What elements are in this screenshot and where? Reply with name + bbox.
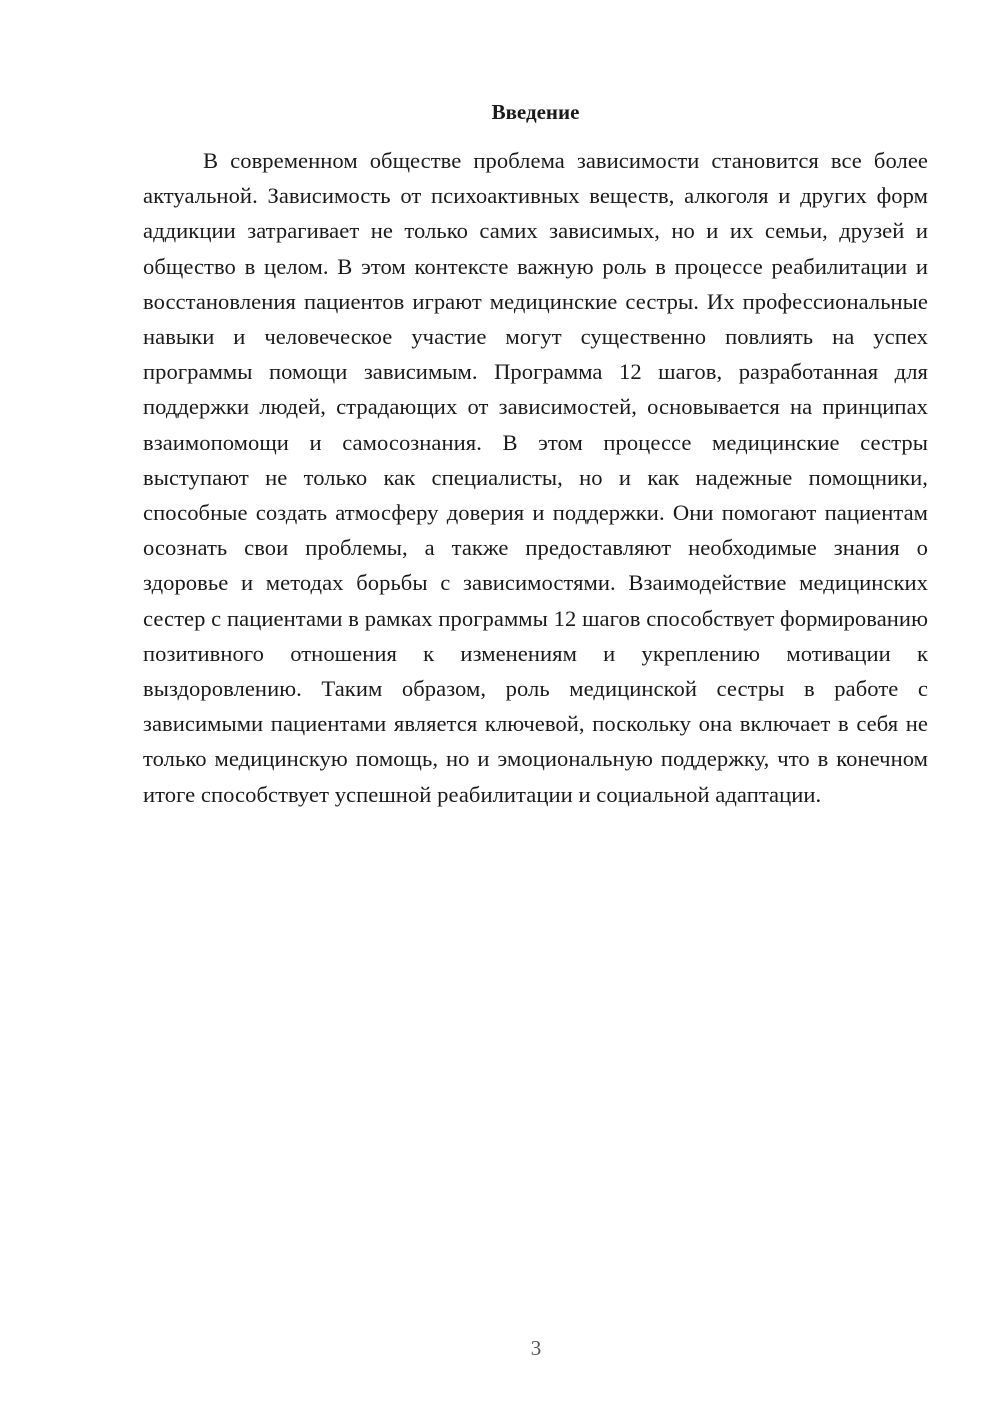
- body-paragraph: В современном обществе проблема зависимости становится все более актуальной. Зависимость от психоактивных веществ, алкоголя и других форм аддикции затрагивает не только самих зависимых, но и их семьи, друзей и общество в целом. В этом контексте важную роль в процессе реабилитации и восстановления пациентов играют медицинские сестры. Их профессиональные навыки и человеческое участие могут существенно повлиять на успех программы помощи зависимым. Программа 12 шагов, разработанная для поддержки людей, страдающих от зависимостей, основывается на принципах взаимопомощи и самосознания. В этом процессе медицинские сестры выступают не только как специалисты, но и как надежные помощники, способные создать атмосферу доверия и поддержки. Они помогают пациентам осознать свои проблемы, а также предоставляют необходимые знания о здоровье и методах борьбы с зависимостями. Взаимодействие медицинских сестер с пациентами в рамках программы 12 шагов способствует формированию позитивного отношения к изменениям и укреплению мотивации к выздоровлению. Таким образом, роль медицинской сестры в работе с зависимыми пациентами является ключевой, поскольку она включает в себя не только медицинскую помощь, но и эмоциональную поддержку, что в конечном итоге способствует успешной реабилитации и социальной адаптации.: [143, 148, 928, 807]
- page-number: 3: [530, 1336, 542, 1360]
- section-heading: Введение: [491, 100, 580, 124]
